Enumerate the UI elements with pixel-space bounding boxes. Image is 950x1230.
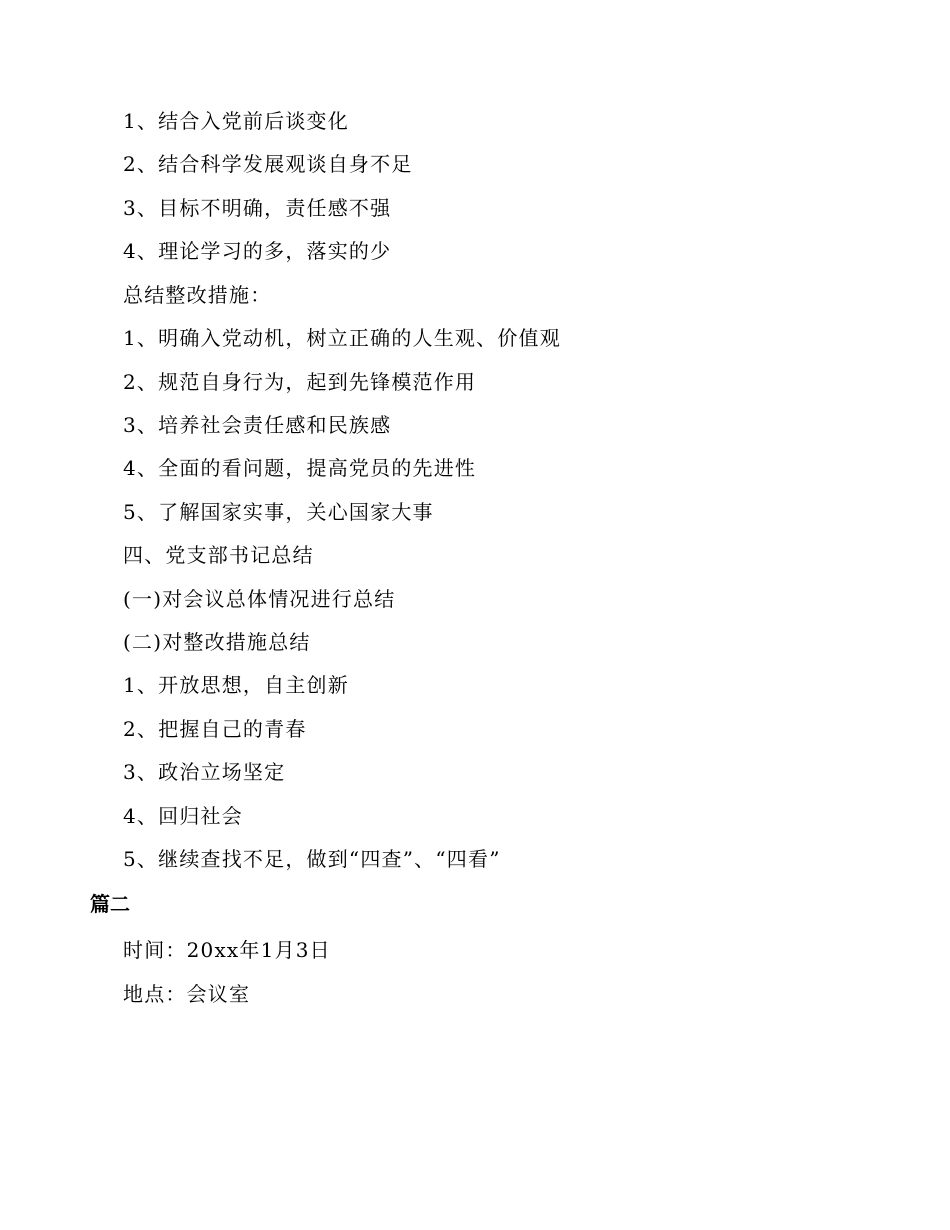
meeting-place: 地点：会议室 [123, 982, 251, 1006]
issue-item-1: 1、结合入党前后谈变化 [123, 109, 349, 133]
secretary-item-2: (二)对整改措施总结 [123, 630, 311, 654]
summary-point-5: 5、继续查找不足，做到“四查”、“四看” [123, 847, 501, 871]
measures-title: 总结整改措施： [123, 283, 272, 307]
summary-point-3: 3、政治立场坚定 [123, 760, 286, 784]
issue-item-4: 4、理论学习的多，落实的少 [123, 239, 392, 263]
summary-point-1: 1、开放思想，自主创新 [123, 673, 349, 697]
measure-item-2: 2、规范自身行为，起到先锋模范作用 [123, 370, 477, 394]
secretary-summary-title: 四、党支部书记总结 [123, 543, 314, 567]
measure-item-4: 4、全面的看问题，提高党员的先进性 [123, 456, 477, 480]
issue-item-3: 3、目标不明确，责任感不强 [123, 196, 392, 220]
measure-item-5: 5、了解国家实事，关心国家大事 [123, 500, 434, 524]
issue-item-2: 2、结合科学发展观谈自身不足 [123, 152, 413, 176]
measure-item-3: 3、培养社会责任感和民族感 [123, 413, 392, 437]
section-heading: 篇二 [90, 892, 130, 916]
measure-item-1: 1、明确入党动机，树立正确的人生观、价值观 [123, 326, 561, 350]
meeting-time: 时间：20xx年1月3日 [123, 938, 331, 962]
summary-point-4: 4、回归社会 [123, 804, 243, 828]
summary-point-2: 2、把握自己的青春 [123, 717, 307, 741]
secretary-item-1: (一)对会议总体情况进行总结 [123, 587, 396, 611]
